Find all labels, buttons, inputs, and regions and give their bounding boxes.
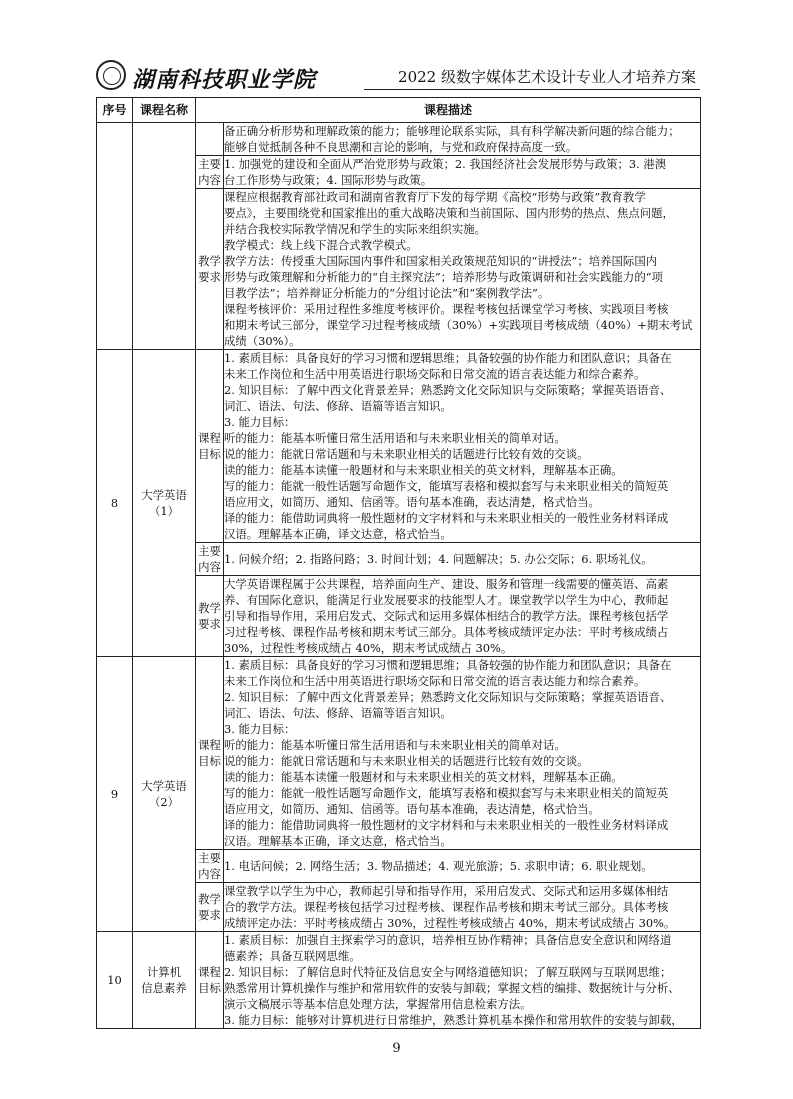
table-header-row [97, 98, 701, 123]
desc-line: 汉语。理解基本正确，译文达意，格式恰当。 [224, 527, 452, 541]
cont-desc-cell [224, 123, 701, 156]
desc-line: 2. 知识目标：了解中西文化背景差异；熟悉跨文化交际知识与交际策略；掌握英语语音、 [224, 383, 672, 397]
desc-line: 大学英语课程属于公共课程，培养面向生产、建设、服务和管理一线需要的懂英语、高素 [224, 577, 669, 591]
desc-line: 和期末考试三部分，课堂学习过程考核成绩（30%）+实践项目考核成绩（40%）+期末考试 [224, 318, 693, 332]
content-label: 主要内容 [196, 156, 224, 189]
course-name: 大学英语 [141, 779, 187, 793]
desc-line: 2. 知识目标：了解中西文化背景差异；熟悉跨文化交际知识与交际策略；掌握英语语音、 [224, 690, 672, 704]
desc-line: 语应用文，如简历、通知、信函等。语句基本准确，表达清楚，格式恰当。 [224, 495, 600, 509]
desc-line: 1. 素质目标：具备良好的学习习惯和逻辑思维；具备较强的协作能力和团队意识；具备在 [224, 658, 672, 672]
desc-line: 说的能力：能就日常话题和与未来职业相关的话题进行比较有效的交谈。 [224, 754, 589, 768]
desc-line: 合的教学方法。课程考核包括学习过程考核、课程作品考核和期末考试三部分。具体考核 [224, 900, 669, 914]
header-rule [364, 89, 700, 90]
desc-line: 1. 素质目标：加强自主探索学习的意识，培养相互协作精神；具备信息安全意识和网络道 [224, 933, 672, 947]
table-row [97, 123, 701, 156]
desc-line: 备正确分析形势和理解政策的能力；能够理论联系实际，具有科学解决新问题的综合能力； [224, 124, 680, 138]
table-row [97, 932, 701, 1029]
course-number: 8 [97, 350, 133, 657]
desc-line: 读的能力：能基本读懂一般题材和与未来职业相关的英文材料，理解基本正确。 [224, 463, 623, 477]
desc-line: 课程考核评价：采用过程性多维度考核评价。课程考核包括课堂学习考核、实践项目考核 [224, 302, 669, 316]
desc-line: 形势与政策理解和分析能力的“自主探究法”；培养形势与政策调研和社会实践能力的“项 [224, 270, 663, 284]
course-table [96, 97, 701, 1029]
desc-line: 课堂教学以学生为中心，教师起引导和指导作用，采用启发式、交际式和运用多媒体相结 [224, 884, 669, 898]
desc-line: 1. 问候介绍；2. 指路问路；3. 时间计划；4. 问题解决；5. 办公交际；6. 职场礼仪。 [224, 552, 653, 566]
course-name-suffix: （2） [148, 795, 180, 809]
desc-line: 成绩评定办法：平时考核成绩占 30%，过程性考核成绩占 40%，期末考试成绩占 30%。 [224, 916, 676, 930]
goal-desc-cell [224, 350, 701, 543]
header-seq: 序号 [97, 98, 133, 123]
goal-desc-cell [224, 932, 701, 1029]
desc-line: 写的能力：能就一般性话题写命题作文，能填写表格和模拟套写与未来职业相关的简短英 [224, 479, 669, 493]
req-label: 教学要求 [196, 576, 224, 657]
desc-line: 3. 能力目标： [224, 415, 296, 429]
content-desc-cell [224, 850, 701, 883]
desc-line: 习过程考核、课程作品考核和期末考试三部分。具体考核成绩评定办法：平时考核成绩占 [224, 625, 669, 639]
course-name-suffix: 信息素养 [141, 981, 187, 995]
cont-label-cell [196, 123, 224, 156]
school-name: 湖南科技职业学院 [132, 67, 317, 93]
desc-line: 引导和指导作用，采用启发式、交际式和运用多媒体相结合的教学方法。课程考核包括学 [224, 609, 669, 623]
desc-line: 未来工作岗位和生活中用英语进行职场交际和日常交流的语言表达能力和综合素养。 [224, 367, 646, 381]
desc-line: 听的能力：能基本听懂日常生活用语和与未来职业相关的简单对话。 [224, 738, 566, 752]
req-label: 教学要求 [196, 883, 224, 932]
req-label: 教学要求 [196, 189, 224, 350]
cont-course-cell [133, 123, 196, 350]
desc-line: 语应用文，如简历、通知、信函等。语句基本准确，表达清楚，格式恰当。 [224, 802, 600, 816]
desc-line: 教学方法：传授重大国际国内事件和国家相关政策规范知识的“讲授法”；培养国际国内 [224, 254, 658, 268]
desc-line: 并结合我校实际教学情况和学生的实际来组织实施。 [224, 222, 486, 236]
desc-line: 养、有国际化意识，能满足行业发展要求的技能型人才。课堂教学以学生为中心，教师起 [224, 593, 669, 607]
desc-line: 说的能力：能就日常话题和与未来职业相关的话题进行比较有效的交谈。 [224, 447, 589, 461]
table-row [97, 350, 701, 543]
desc-line: 1. 电话问候；2. 网络生活；3. 物品描述；4. 观光旅游；5. 求职申请；6. 职业规划。 [224, 859, 653, 873]
document-title: 2022 级数字媒体艺术设计专业人才培养方案 [398, 68, 696, 86]
course-name-cell [133, 932, 196, 1029]
content-desc-cell [224, 543, 701, 576]
req-desc-cell [224, 189, 701, 350]
page-number: 9 [392, 1041, 401, 1056]
desc-line: 词汇、语法、句法、修辞、语篇等语言知识。 [224, 399, 452, 413]
desc-line: 教学模式：线上线下混合式教学模式。 [224, 238, 418, 252]
page-header [96, 60, 700, 96]
desc-line: 德素养；具备互联网思维。 [224, 949, 361, 963]
goal-label: 课程目标 [196, 932, 224, 1029]
header-course: 课程名称 [133, 98, 196, 123]
header-desc: 课程描述 [196, 98, 701, 123]
course-name-cell [133, 657, 196, 932]
course-name-suffix: （1） [148, 504, 180, 518]
desc-line: 成绩（30%）。 [224, 334, 301, 348]
desc-line: 写的能力：能就一般性话题写命题作文，能填写表格和模拟套写与未来职业相关的简短英 [224, 786, 669, 800]
desc-line: 听的能力：能基本听懂日常生活用语和与未来职业相关的简单对话。 [224, 431, 566, 445]
desc-line: 演示文稿展示等基本信息处理方法，掌握常用信息检索方法。 [224, 997, 532, 1011]
content-desc-cell [224, 156, 701, 189]
desc-line: 汉语。理解基本正确，译文达意，格式恰当。 [224, 834, 452, 848]
course-name-cell [133, 350, 196, 657]
desc-line: 译的能力：能借助词典将一般性题材的文字材料和与未来职业相关的一般性业务材料译成 [224, 818, 669, 832]
table-row [97, 657, 701, 850]
desc-line: 目教学法”；培养辩证分析能力的“分组讨论法”和“案例教学法”。 [224, 286, 550, 300]
goal-desc-cell [224, 657, 701, 850]
desc-line: 译的能力：能借助词典将一般性题材的文字材料和与未来职业相关的一般性业务材料译成 [224, 511, 669, 525]
desc-line: 读的能力：能基本读懂一般题材和与未来职业相关的英文材料，理解基本正确。 [224, 770, 623, 784]
content-label: 主要内容 [196, 850, 224, 883]
content-label: 主要内容 [196, 543, 224, 576]
desc-line: 熟悉常用计算机操作与维护和常用软件的安装与卸载；掌握文档的编排、数据统计与分析、 [224, 981, 680, 995]
school-logo-icon [96, 60, 126, 90]
desc-line: 30%，过程性考核成绩占 40%，期末考试成绩占 30%。 [224, 641, 513, 655]
goal-label: 课程目标 [196, 657, 224, 850]
desc-line: 1. 加强党的建设和全面从严治党形势与政策；2. 我国经济社会发展形势与政策；3. 港澳 [224, 157, 667, 171]
desc-line: 未来工作岗位和生活中用英语进行职场交际和日常交流的语言表达能力和综合素养。 [224, 674, 646, 688]
desc-line: 词汇、语法、句法、修辞、语篇等语言知识。 [224, 706, 452, 720]
desc-line: 要点》，主要围绕党和国家推出的重大战略决策和当前国际、国内形势的热点、焦点问题， [224, 206, 674, 220]
desc-line: 台工作形势与政策；4. 国际形势与政策。 [224, 173, 433, 187]
desc-line: 能够自觉抵制各种不良思潮和言论的影响，与党和政府保持高度一致。 [224, 140, 578, 154]
course-name: 计算机 [146, 965, 182, 979]
cont-num-cell [97, 123, 133, 350]
desc-line: 3. 能力目标：能够对计算机进行日常维护，熟悉计算机基本操作和常用软件的安装与卸载， [224, 1013, 683, 1027]
course-number: 10 [97, 932, 133, 1029]
course-name: 大学英语 [141, 488, 187, 502]
goal-label: 课程目标 [196, 350, 224, 543]
desc-line: 3. 能力目标： [224, 722, 296, 736]
req-desc-cell [224, 883, 701, 932]
req-desc-cell [224, 576, 701, 657]
desc-line: 2. 知识目标：了解信息时代特征及信息安全与网络道德知识；了解互联网与互联网思维； [224, 965, 672, 979]
desc-line: 1. 素质目标：具备良好的学习习惯和逻辑思维；具备较强的协作能力和团队意识；具备在 [224, 351, 672, 365]
course-number: 9 [97, 657, 133, 932]
desc-line: 课程应根据教育部社政司和湖南省教育厅下发的每学期《高校“形势与政策”教育教学 [224, 190, 646, 204]
